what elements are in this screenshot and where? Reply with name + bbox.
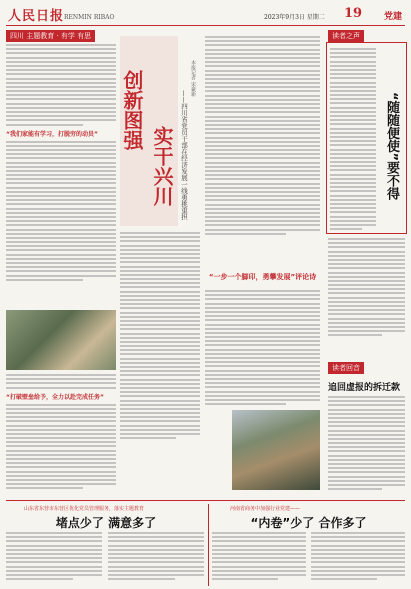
bottom-right-body-2 [311, 532, 405, 582]
feature-title-2: 实干兴川 [150, 126, 174, 206]
feature-body-col3 [205, 290, 320, 407]
feature-byline: 本报记者 宋豪新 [190, 60, 196, 97]
section-name: 党建 [384, 12, 403, 22]
page-header [6, 3, 405, 26]
bottom-right-kicker: 河南省商务中加强行业党建—— [230, 506, 301, 512]
left-article-body-2 [6, 374, 116, 492]
feature-title-1: 创新图强 [120, 70, 144, 150]
page-number: 19 [344, 6, 363, 21]
bottom-divider [6, 500, 405, 501]
left-article-body [6, 44, 116, 283]
issue-date: 2023年9月3日 星期二 [264, 14, 325, 21]
feature-subtitle: ——四川省党员干部在经济发展一线勇挑重担 [180, 90, 188, 220]
left-subhead-2: “打破壁垒给予，全力以赴完成任务” [6, 393, 104, 401]
left-subhead-1: “我们家能有学习，打脱穷的动员” [6, 130, 98, 138]
left-column-tag: 四川 主题教育 · 有学 有思 [6, 30, 95, 42]
bottom-right-body-1 [212, 532, 306, 582]
bottom-left-body-1 [6, 532, 102, 582]
bottom-left-kicker: 山东省东营市东营区优化党员管理服务，落实主题教育 [24, 506, 145, 512]
feature-body-col1 [120, 232, 200, 441]
right-column-tag-2: 读者回音 [328, 362, 364, 374]
right-column-tag: 读者之声 [328, 30, 364, 42]
masthead-logo: 人民日报 [8, 9, 65, 24]
commentary-body [330, 48, 376, 232]
bottom-left-body-2 [108, 532, 204, 582]
bottom-right-title: “内卷”少了 合作多了 [250, 516, 367, 530]
bottom-left-title: 堵点少了 满意多了 [55, 516, 157, 530]
report-title: 追回虚报的拆迁款 [328, 383, 401, 393]
commentary-body-2 [328, 238, 405, 339]
feature-photo [232, 410, 320, 490]
feature-pull-quote: “一步一个脚印，勇攀发展”评论诗 [208, 273, 317, 281]
masthead-subtitle: RENMIN RIBAO [64, 14, 115, 21]
bottom-vertical-divider [208, 504, 209, 586]
left-article-photo [6, 310, 116, 370]
report-body [328, 396, 405, 492]
feature-body-col2 [205, 36, 320, 237]
commentary-title: “随随便使”要不得 [384, 92, 399, 201]
